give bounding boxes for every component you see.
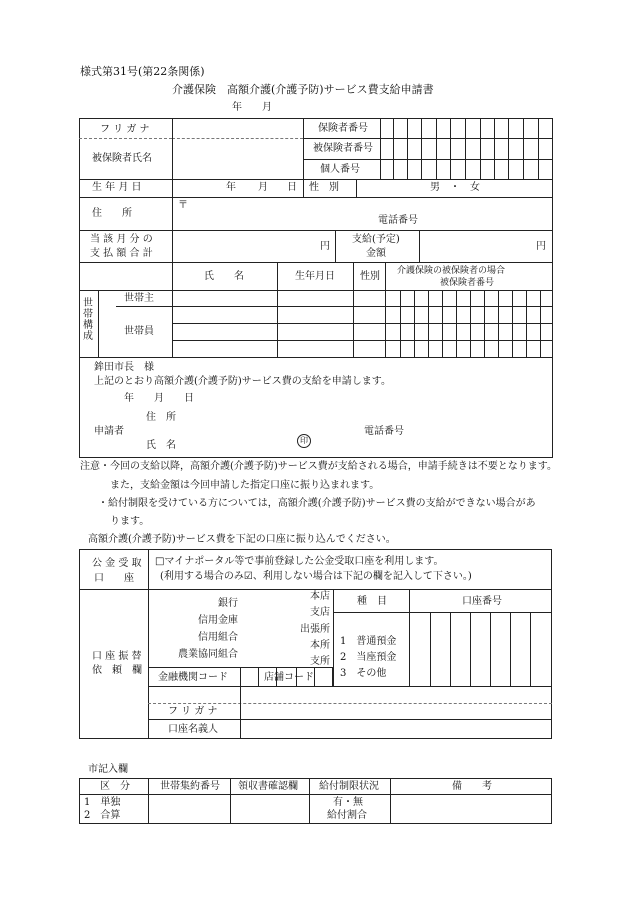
account-holder-label: 口座名義人 (168, 724, 218, 735)
city-receipt-header: 領収書確認欄 (238, 781, 298, 792)
insured-name-label: 被保険者氏名 (92, 153, 152, 164)
transfer-label-2: 依 頼 欄 (92, 665, 142, 676)
inst-kumiai: 信用組合 (198, 632, 238, 643)
public-account-label-2: 口 座 (94, 573, 134, 584)
inst-code-label: 金融機関コード (158, 672, 228, 683)
account-furigana-label: フ リ ガ ナ (168, 706, 218, 717)
household-number-header-1: 介護保険の被保険者の場合 (397, 266, 506, 276)
city-yes-no: 有・無 (333, 797, 363, 808)
public-account-option[interactable]: □マイナポータル等で事前登録した公金受取口座を利用します。 (155, 556, 444, 567)
account-type-3[interactable]: 3 その他 (340, 668, 387, 679)
household-name-header: 氏 名 (204, 271, 244, 282)
declaration-statement: 上記のとおり高額介護(介護予防)サービス費の支給を申請します。 (94, 376, 392, 387)
addressee: 鉾田市長 様 (94, 362, 154, 373)
payment-yen: 円 (536, 241, 546, 252)
address-label: 住 所 (92, 208, 132, 219)
branch-shisho: 支所 (310, 656, 330, 667)
branch-code-label: 店舗コード (264, 672, 314, 683)
form-number: 様式第31号(第22条関係) (80, 65, 205, 78)
sex-options: 男 ・ 女 (430, 182, 480, 193)
applicant-phone-label: 電話番号 (364, 426, 404, 437)
household-member-label: 世帯員 (124, 326, 154, 337)
form-title: 介護保険 高額介護(介護予防)サービス費支給申請書 (172, 83, 434, 96)
household-head-label: 世帯主 (124, 293, 154, 304)
household-section-label: 世帯構成 (83, 298, 93, 342)
note-1: 注意・今回の支給以降，高額介護(介護予防)サービス費が支給される場合，申請手続きは不要となります。 (80, 461, 558, 472)
birthdate-label: 生 年 月 日 (92, 182, 142, 193)
household-birth-header: 生年月日 (295, 271, 335, 282)
city-section-label: 市記入欄 (88, 764, 128, 775)
household-number-header-2: 被保険者番号 (440, 278, 495, 288)
postal-mark: 〒 (178, 200, 188, 211)
inst-bank: 銀行 (218, 598, 238, 609)
applicant-name-label: 氏 名 (146, 440, 176, 451)
phone-label: 電話番号 (378, 215, 418, 226)
insured-number-label: 被保険者番号 (313, 143, 373, 154)
note-2: ・給付制限を受けている方については，高額介護(介護予防)サービス費の支給ができない場合があ (98, 498, 536, 509)
birth-day-label: 日 (287, 182, 297, 193)
account-type-header: 種 目 (357, 596, 387, 607)
birth-month-label: 月 (258, 182, 268, 193)
insurer-number-label: 保険者番号 (318, 123, 368, 134)
total-label-1: 当 該 月 分 の (90, 234, 153, 245)
furigana-label: フ リ ガ ナ (100, 124, 150, 135)
personal-number-label: 個人番号 (320, 164, 360, 175)
account-type-2[interactable]: 2 当座預金 (340, 652, 397, 663)
payment-label-2: 金額 (366, 248, 386, 259)
note-1b: また，支給金額は今回申請した指定口座に振り込まれます。 (110, 480, 380, 491)
note-2b: ります。 (110, 516, 150, 527)
city-single: 1 単独 (84, 797, 121, 808)
public-account-label-1: 公 金 受 取 (92, 558, 142, 569)
payment-label-1: 支給(予定) (352, 234, 400, 245)
total-yen: 円 (320, 241, 330, 252)
city-combined: 2 合算 (84, 810, 121, 821)
inst-shinkin: 信用金庫 (198, 615, 238, 626)
branch-honsho: 本所 (310, 640, 330, 651)
total-label-2: 支 払 額 合 計 (90, 248, 153, 259)
form-date: 年 月 (232, 102, 272, 113)
applicant-label: 申請者 (94, 426, 124, 437)
applicant-address-label: 住 所 (146, 412, 176, 423)
city-kubun-header: 区 分 (100, 781, 130, 792)
account-type-1[interactable]: 1 普通預金 (340, 636, 397, 647)
household-sex-header: 性別 (360, 271, 380, 282)
public-account-note: (利用する場合のみ☑、利用しない場合は下記の欄を記入して下さい。) (160, 571, 472, 582)
account-number-header: 口座番号 (462, 596, 502, 607)
sex-label: 性 別 (309, 182, 339, 193)
branch-honten: 本店 (310, 591, 330, 602)
city-ratio: 給付割合 (327, 810, 367, 821)
transfer-label-1: 口 座 振 替 (92, 651, 142, 662)
seal-mark: 印 (297, 434, 311, 448)
city-remarks-header: 備 考 (452, 781, 492, 792)
branch-shiten: 支店 (310, 607, 330, 618)
birth-year-label: 年 (226, 182, 236, 193)
branch-shutchojo: 出張所 (300, 624, 330, 635)
inst-nokyo: 農業協同組合 (178, 649, 238, 660)
city-restriction-header: 給付制限状況 (319, 781, 379, 792)
city-household-no-header: 世帯集約番号 (160, 781, 220, 792)
transfer-instruction: 高額介護(介護予防)サービス費を下記の口座に振り込んでください。 (88, 534, 396, 545)
declaration-date: 年 月 日 (124, 393, 194, 404)
